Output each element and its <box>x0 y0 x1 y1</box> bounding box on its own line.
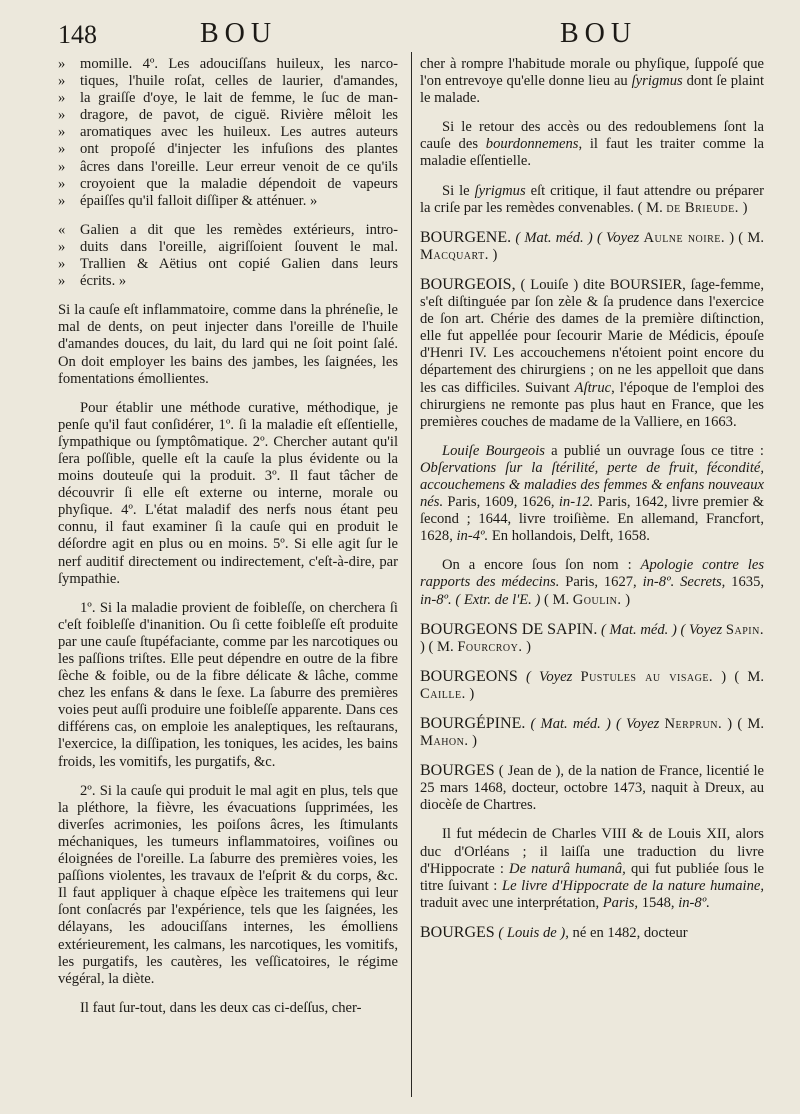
quote-line: » duits dans l'oreille, aigriſſoient ſouvent le mal. <box>58 239 398 256</box>
text: Si le retour des accès ou des redoublemens ſont la cauſe des <box>420 119 764 153</box>
text: On a encore ſous ſon nom : <box>442 557 632 574</box>
dictionary-entry <box>420 229 764 264</box>
text: né en 1482, docteur <box>572 924 688 941</box>
entry-headword: BOURGEONS DE SAPIN. <box>420 620 598 638</box>
entry-headword: BOURGEOIS, <box>420 275 516 293</box>
text: eſt critique, il faut attendre ou préparer la criſe par les remèdes convenables. ( M. <box>420 182 764 216</box>
italic-text: in-8º. ( Extr. de l'E. ) <box>420 591 541 608</box>
italic-text: ( Voyez <box>525 668 573 685</box>
author-name: de Brieude. <box>666 199 739 216</box>
paragraph: Il faut ſur-tout, dans les deux cas ci-deſſus, cher- <box>80 999 362 1016</box>
right-column <box>420 56 764 954</box>
text: qui fut publiée ſous le titre ſuivant : <box>420 860 765 894</box>
quote-line: » écrits. » <box>58 273 398 290</box>
text: cher à rompre l'habitude morale ou phyſique, ſuppoſé que l'on entrevoye qu'elle donne lieu au <box>420 56 764 90</box>
paragraph <box>420 557 764 608</box>
paragraph: Pour établir une méthode curative, méthodique, je penſe qu'il faut conſidérer, 1º. ſi la maladie eſt eſſentielle, ſympathique ou ſymptômatique. 2º. Chercher autant qu'il ſera poſſible, quelle eſt la cauſe la plus évidente ou la moins douteuſe qui la produit. 3º. Il faut tâcher de découvrir ſi elle eſt externe ou interne, morale ou phyſique. 4º. L'état maladif des nerfs nous étant peu connu, il faut examiner ſi la cauſe qui en produit le déſordre agit en plus ou en moins. 5º. Si elle agit ſur le nerf auditif directement ou indirectement, c'eſt-à-dire, par ſympathie. <box>58 399 398 587</box>
paragraph: Si la cauſe eſt inflammatoire, comme dans la phréneſie, le mal de dents, on peut injecter dans l'oreille de l'huile d'amandes douces, du lait, du lard qui ne ſoit point ſalé. On doit employer les bains des jambes, les ſaignées, les fomentations émollientes. <box>58 302 398 387</box>
text: Il fut médecin de Charles VIII & de Louis XII, alors duc d'Orléans ; il laiſſa une traduction du livre d'Hippocrate : <box>420 826 764 877</box>
author-name: Caille. <box>420 685 466 702</box>
entry-headword: BOURGEONS <box>420 667 518 685</box>
text: traduit avec une interprétation, <box>420 894 600 911</box>
running-head-left: BOU <box>200 18 278 49</box>
entry-headword: BOURGENE. <box>420 228 512 246</box>
paragraph <box>420 826 764 911</box>
italic-text: ( Mat. méd. ) ( Voyez <box>601 621 723 638</box>
entry-headword: BOURGES <box>420 923 495 941</box>
cross-reference: Pustules au visage. <box>580 668 714 685</box>
page-number: 148 <box>58 20 97 49</box>
author-name: Mahon. <box>420 733 469 750</box>
text: a publié un ouvrage ſous ce titre : <box>551 442 764 459</box>
text: ( Jean de ), de la nation de France, licentié le 25 mars 1468, docteur, octobre 1473, naquit à Dreux, au diocèſe de Chartres. <box>420 763 764 814</box>
text: Paris, 1642, livre premier & ſecond ; 1644, livre troiſième. En allemand, Francfort, 1628, <box>420 494 764 545</box>
italic-text: Aſtruc <box>574 379 612 396</box>
text: ) <box>742 199 748 216</box>
text: ) ( M. <box>727 716 764 732</box>
entry-headword: BOURGÉPINE. <box>420 715 526 732</box>
text: ) <box>492 246 498 263</box>
text: dont ſe plaint le malade. <box>420 73 764 107</box>
quotation-block <box>58 222 398 290</box>
cross-reference: Sapin. <box>725 621 764 638</box>
italic-text: ſyrigmus <box>631 73 683 90</box>
italic-text: bourdonnemens <box>485 136 579 153</box>
paragraph: 1º. Si la maladie provient de foibleſſe, on cherchera ſi c'eſt foibleſſe d'inanition. Ou ſi cette foibleſſe eſt produite par une cauſe ſtupéfaciante, comme par les narcotiques ou les paſſions triſtes. Elle peut dépendre en outre de la fibre ſèche & foible, ou de la fibre délicate & lâche, comme chez les enfans & dans le ſexe. La ſaburre des premières voies peut auſſi produire une foibleſſe apparente. Dans ces différens cas, on emploie les analeptiques, les reſtaurans, l'exercice, la diſſipation, les toniques, les acides, les bains froids, les vomitifs, les purgatifs, &c. <box>58 599 398 770</box>
author-name: Macquart. <box>420 246 489 263</box>
italic-text: Paris, <box>602 894 639 911</box>
quote-line: » épaiſſes qu'il falloit diſſiper & atténuer. » <box>58 193 398 210</box>
text: ) ( M. <box>721 668 764 685</box>
italic-text: Apologie contre les rapports des médecins. <box>420 557 765 591</box>
text: Si le <box>442 182 470 199</box>
text: ) ( M. <box>420 638 454 655</box>
text: Paris, 1627, <box>565 574 637 591</box>
quote-line: » momille. 4º. Les adouciſſans huileux, les narco- <box>58 56 398 73</box>
text: , il faut les traiter comme la maladie eſſentielle. <box>420 136 764 170</box>
quote-line: « Galien a dit que les remèdes extérieurs, intro- <box>58 222 398 239</box>
dictionary-entry <box>420 621 764 656</box>
italic-text: ſyrigmus <box>474 182 526 199</box>
quote-line: » âcres dans l'oreille. Leur erreur venoit de ce qu'ils <box>58 159 398 176</box>
text: En hollandois, Delft, 1658. <box>491 528 650 545</box>
italic-text: Obſervations ſur la ſtérilité, perte de fruit, fécondité, accouchemens & maladies des femmes & enfans nouveaux nés. <box>420 459 764 511</box>
quote-line: » tiques, l'huile roſat, celles de laurier, d'amandes, <box>58 73 398 90</box>
paragraph <box>420 56 764 107</box>
text: ) <box>472 733 478 750</box>
quote-line: » dragore, de pavot, de ciguë. Rivière mêloit les <box>58 107 398 124</box>
column-divider <box>411 52 412 1097</box>
paragraph: 2º. Si la cauſe qui produit le mal agit en plus, tels que la pléthore, la fièvre, les évacuations ſupprimées, les diverſes acrimonies, les poiſons âcres, les ſtimulants méchaniques, les tumeurs inflammatoires, voiſines ou éloignées de l'oreille. La ſaburre des premières voies, les paſſions violentes, les travaux de l'eſprit & du corps, &c. Il faut appliquer à chaque eſpèce les traitemens qui leur ſont conſacrés par l'expérience, tels que les ſaignées, les délayans, les adouciſſans internes, les émolliens extérieurement, les calmans, les narcotiques, les vomitifs, les purgatifs, les cautères, les veſſicatoires, le régime végéral, la diète. <box>58 782 398 987</box>
author-name: Fourcroy. <box>457 638 523 655</box>
quote-line: » ont propoſé d'injecter les infuſions des plantes <box>58 141 398 158</box>
paragraph <box>420 443 764 546</box>
quotation-block <box>58 56 398 210</box>
text: ) <box>469 685 475 702</box>
author-name: Goulin. <box>572 591 622 608</box>
text: ( Louiſe ) dite BOURSIER, ſage-femme, s'eſt diſtinguée par ſon zèle & ſa prudence dans l'exercice de ſon art. Chérie des dames de la première diſtinction, elle fut appellée pour ſecourir Marie de Médicis, épouſe d'Henri IV. Les accouchemens n'étoient point encore du département des chirurgiens ; on ne les appelloit que dans les cas difficiles. Suivant <box>420 276 764 396</box>
italic-text: in-12. <box>558 494 594 511</box>
text: ( M. <box>543 591 570 608</box>
quote-line: » Trallien & Aëtius ont copié Galien dans leurs <box>58 256 398 273</box>
page-header <box>0 18 800 52</box>
dictionary-entry <box>420 668 764 703</box>
dictionary-entry <box>420 924 764 942</box>
dictionary-entry <box>420 762 764 814</box>
italic-text: ( Louis de ), <box>498 924 569 941</box>
quote-line: » aromatiques avec les huileux. Les autres auteurs <box>58 124 398 141</box>
text: 1548, <box>641 894 675 911</box>
text: ) <box>526 638 532 655</box>
dictionary-entry <box>420 715 764 750</box>
text: ) <box>625 591 631 608</box>
dictionary-entry <box>420 276 764 431</box>
italic-text: in-8º. Secrets, <box>642 574 726 591</box>
italic-text: De naturâ humanâ, <box>509 860 626 877</box>
running-head-right: BOU <box>560 18 638 49</box>
quote-line: » la graiſſe d'oye, le lait de femme, le ſuc de man- <box>58 90 398 107</box>
cross-reference: Nerprun. <box>664 716 723 732</box>
paragraph <box>420 183 764 217</box>
italic-text: ( Mat. méd. ) ( Voyez <box>515 229 640 246</box>
left-column <box>58 56 398 1029</box>
italic-text: ( Mat. méd. ) ( Voyez <box>530 716 660 732</box>
cross-reference: Aulne noire. <box>643 229 726 246</box>
quote-line: » croyoient que la maladie dépendoit de vapeurs <box>58 176 398 193</box>
italic-text: Le livre d'Hippocrate de la nature humaine, <box>501 877 764 894</box>
italic-text: Louiſe Bourgeois <box>442 442 545 459</box>
text: Paris, 1609, 1626, <box>447 494 555 511</box>
paragraph <box>420 119 764 170</box>
text: , l'époque de l'emploi des chirurgiens ne remonte pas plus haut en France, que les premières couches de madame de la Valliere, en 1663. <box>420 379 765 430</box>
italic-text: in-4º. <box>456 528 489 545</box>
italic-text: in-8º. <box>678 894 710 911</box>
text: 1635, <box>731 574 765 591</box>
text: ) ( M. <box>729 229 764 246</box>
entry-headword: BOURGES <box>420 762 495 780</box>
